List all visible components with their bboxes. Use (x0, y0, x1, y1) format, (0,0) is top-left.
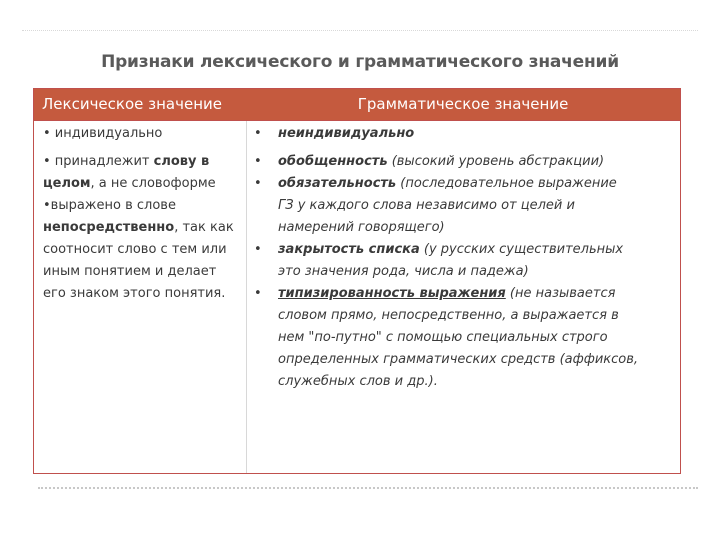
grammatical-item-nonindividual (252, 123, 680, 145)
lexical-line (43, 217, 257, 239)
grammatical-text: ГЗ у каждого слова независимо от целей и (278, 198, 575, 213)
comparison-table (33, 88, 681, 474)
lexical-column (43, 123, 257, 305)
grammatical-text: (последовательное выражение (396, 176, 617, 191)
header-row-divider (34, 120, 680, 121)
grammatical-text: это значения рода, числа и падежа) (278, 264, 529, 279)
lexical-text: • принадлежит (43, 154, 150, 169)
grammatical-bold-text: типизированность выражения (278, 286, 506, 301)
bottom-divider (38, 487, 698, 489)
bullet: • (254, 176, 262, 191)
grammatical-item-obligatoriness (252, 173, 680, 239)
grammatical-bold-text: обязательность (278, 176, 397, 191)
lexical-line: его знаком этого понятия. (43, 286, 226, 301)
grammatical-text: намерений говорящего) (278, 220, 445, 235)
grammatical-text: нем "по-путно" с помощью специальных строго (278, 330, 608, 345)
grammatical-column (252, 123, 680, 393)
header-grammatical: Грамматическое значение (246, 89, 680, 120)
bullet: • (254, 286, 262, 301)
grammatical-item-generality (252, 151, 680, 173)
grammatical-item-closed-list (252, 239, 680, 283)
grammatical-text: (у русских существительных (419, 242, 624, 257)
lexical-text: , а не словоформе (90, 176, 216, 191)
grammatical-text: (не называется (505, 286, 616, 301)
grammatical-text: служебных слов и др.). (278, 374, 438, 389)
lexical-line: соотносит слово с тем или (43, 242, 227, 257)
grammatical-text: словом прямо, непосредственно, а выражается в (278, 308, 619, 323)
top-divider (22, 30, 698, 31)
lexical-bold-text: слову в (153, 154, 210, 169)
grammatical-text: определенных грамматических средств (аффиксов, (278, 352, 639, 367)
grammatical-text: (высокий уровень абстракции) (387, 154, 605, 169)
grammatical-bold-text: закрытость списка (278, 242, 420, 257)
header-lexical: Лексическое значение (34, 89, 246, 120)
bullet: • (254, 126, 262, 141)
grammatical-bold-text: обобщенность (278, 154, 388, 169)
grammatical-bold-text: неиндивидуально (278, 126, 415, 141)
lexical-text: , так как (174, 220, 234, 235)
bullet: • (254, 154, 262, 169)
lexical-line (43, 151, 257, 173)
bullet: • (254, 242, 262, 257)
lexical-line (43, 173, 257, 195)
page-title: Признаки лексического и грамматического значений (101, 52, 619, 72)
lexical-bold-text: целом (43, 176, 91, 191)
lexical-item-individual: • индивидуально (43, 126, 163, 141)
grammatical-item-typified-expression (252, 283, 680, 393)
lexical-line: иным понятием и делает (43, 264, 217, 279)
lexical-line: •выражено в слове (43, 198, 176, 213)
lexical-bold-text: непосредственно (43, 220, 175, 235)
